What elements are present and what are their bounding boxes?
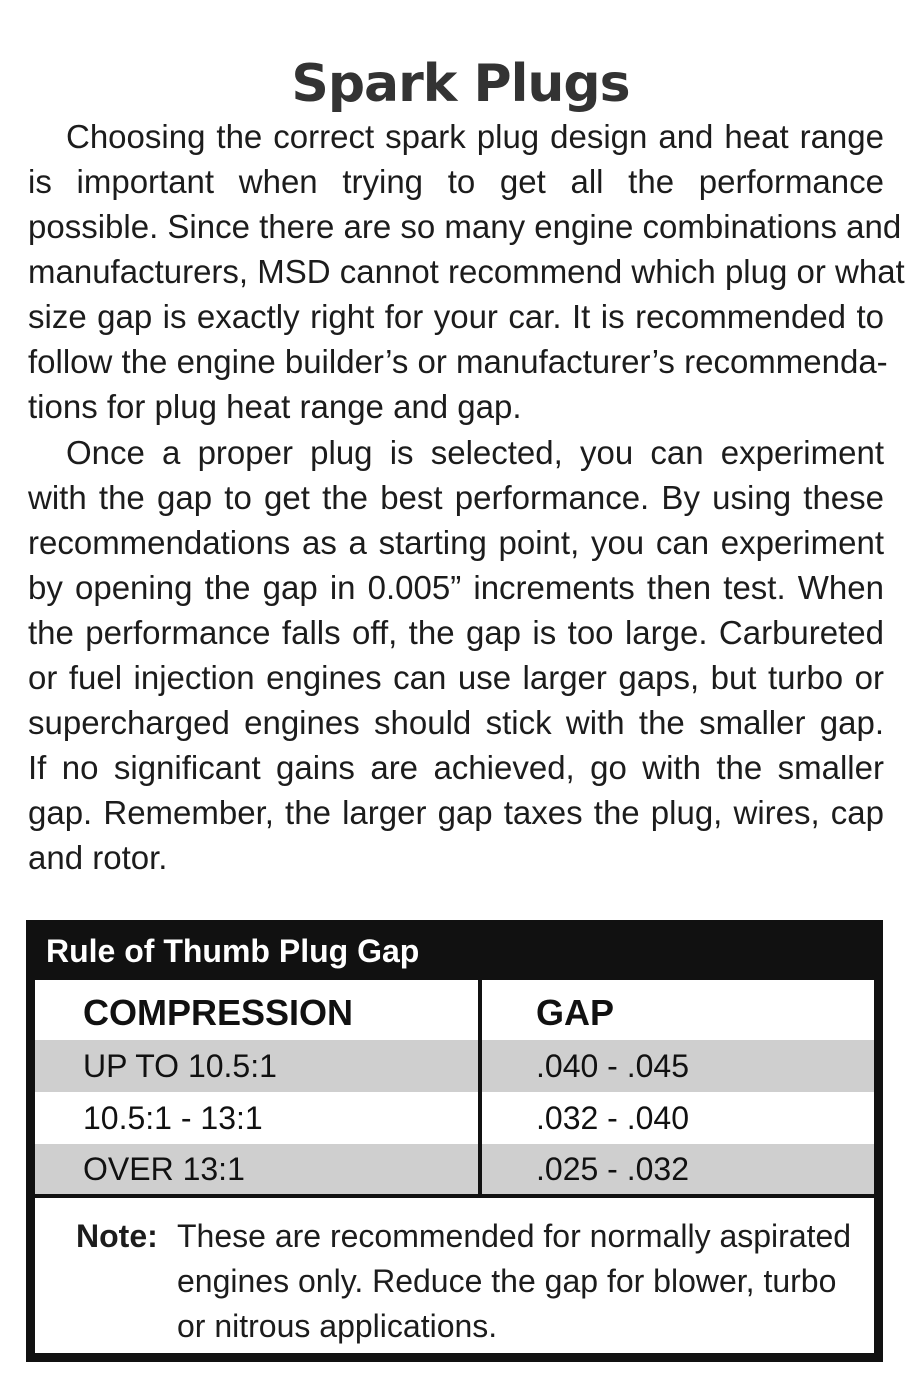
gap-cell: .040 - .045 [480,1040,874,1092]
plug-gap-panel [35,980,874,1353]
gap-cell: .025 - .032 [480,1144,874,1196]
text-line: gap. Remember, the larger gap taxes the plug, wires, cap [28,794,884,831]
text-line: follow the engine builder’s or manufacturer’s recommenda- [28,343,888,380]
table-row [35,1040,874,1092]
column-header-compression: COMPRESSION [35,980,480,1040]
plug-gap-box [26,920,883,1362]
note-line: These are recommended for normally aspirated [177,1218,852,1254]
plug-gap-table [35,980,874,1198]
page-title: Spark Plugs [291,54,630,114]
text-line: and rotor. [28,839,168,876]
gap-paragraph [28,430,884,880]
text-line: with the gap to get the best performance. By using these [28,479,884,516]
compression-cell: UP TO 10.5:1 [35,1040,480,1092]
column-header-gap: GAP [536,992,615,1033]
text-line: possible. Since there are so many engine combinations and [28,208,902,245]
text-line: supercharged engines should stick with the smaller gap. [28,704,884,741]
table-header-row [35,980,874,1040]
plug-gap-title: Rule of Thumb Plug Gap [46,933,420,969]
text-line: is important when trying to get all the performance [28,163,884,200]
text-line: the performance falls off, the gap is too large. Carbureted [28,614,884,651]
note-section [35,1202,874,1353]
gap-cell: .032 - .040 [536,1099,689,1136]
text-line: by opening the gap in 0.005” increments then test. When [28,569,884,606]
compression-cell: OVER 13:1 [35,1144,480,1196]
text-line: If no significant gains are achieved, go with the smaller [28,749,884,786]
text-line: size gap is exactly right for your car. It is recommended to [28,298,884,335]
note-text [177,1214,867,1349]
text-line: manufacturers, MSD cannot recommend which plug or what [28,253,905,290]
note-line: engines only. Reduce the gap for blower, turbo [177,1263,837,1299]
text-line: Once a proper plug is selected, you can experiment [66,434,884,471]
note-label: Note: [76,1218,158,1254]
text-line: recommendations as a starting point, you can experiment [28,524,884,561]
table-row [35,1092,874,1144]
table-row [35,1144,874,1196]
compression-cell: 10.5:1 - 13:1 [35,1092,480,1144]
intro-paragraph [28,114,905,429]
text-line: Choosing the correct spark plug design and heat range [66,118,884,155]
note-line: or nitrous applications. [177,1308,498,1344]
text-line: tions for plug heat range and gap. [28,388,522,425]
text-line: or fuel injection engines can use larger gaps, but turbo or [28,659,884,696]
